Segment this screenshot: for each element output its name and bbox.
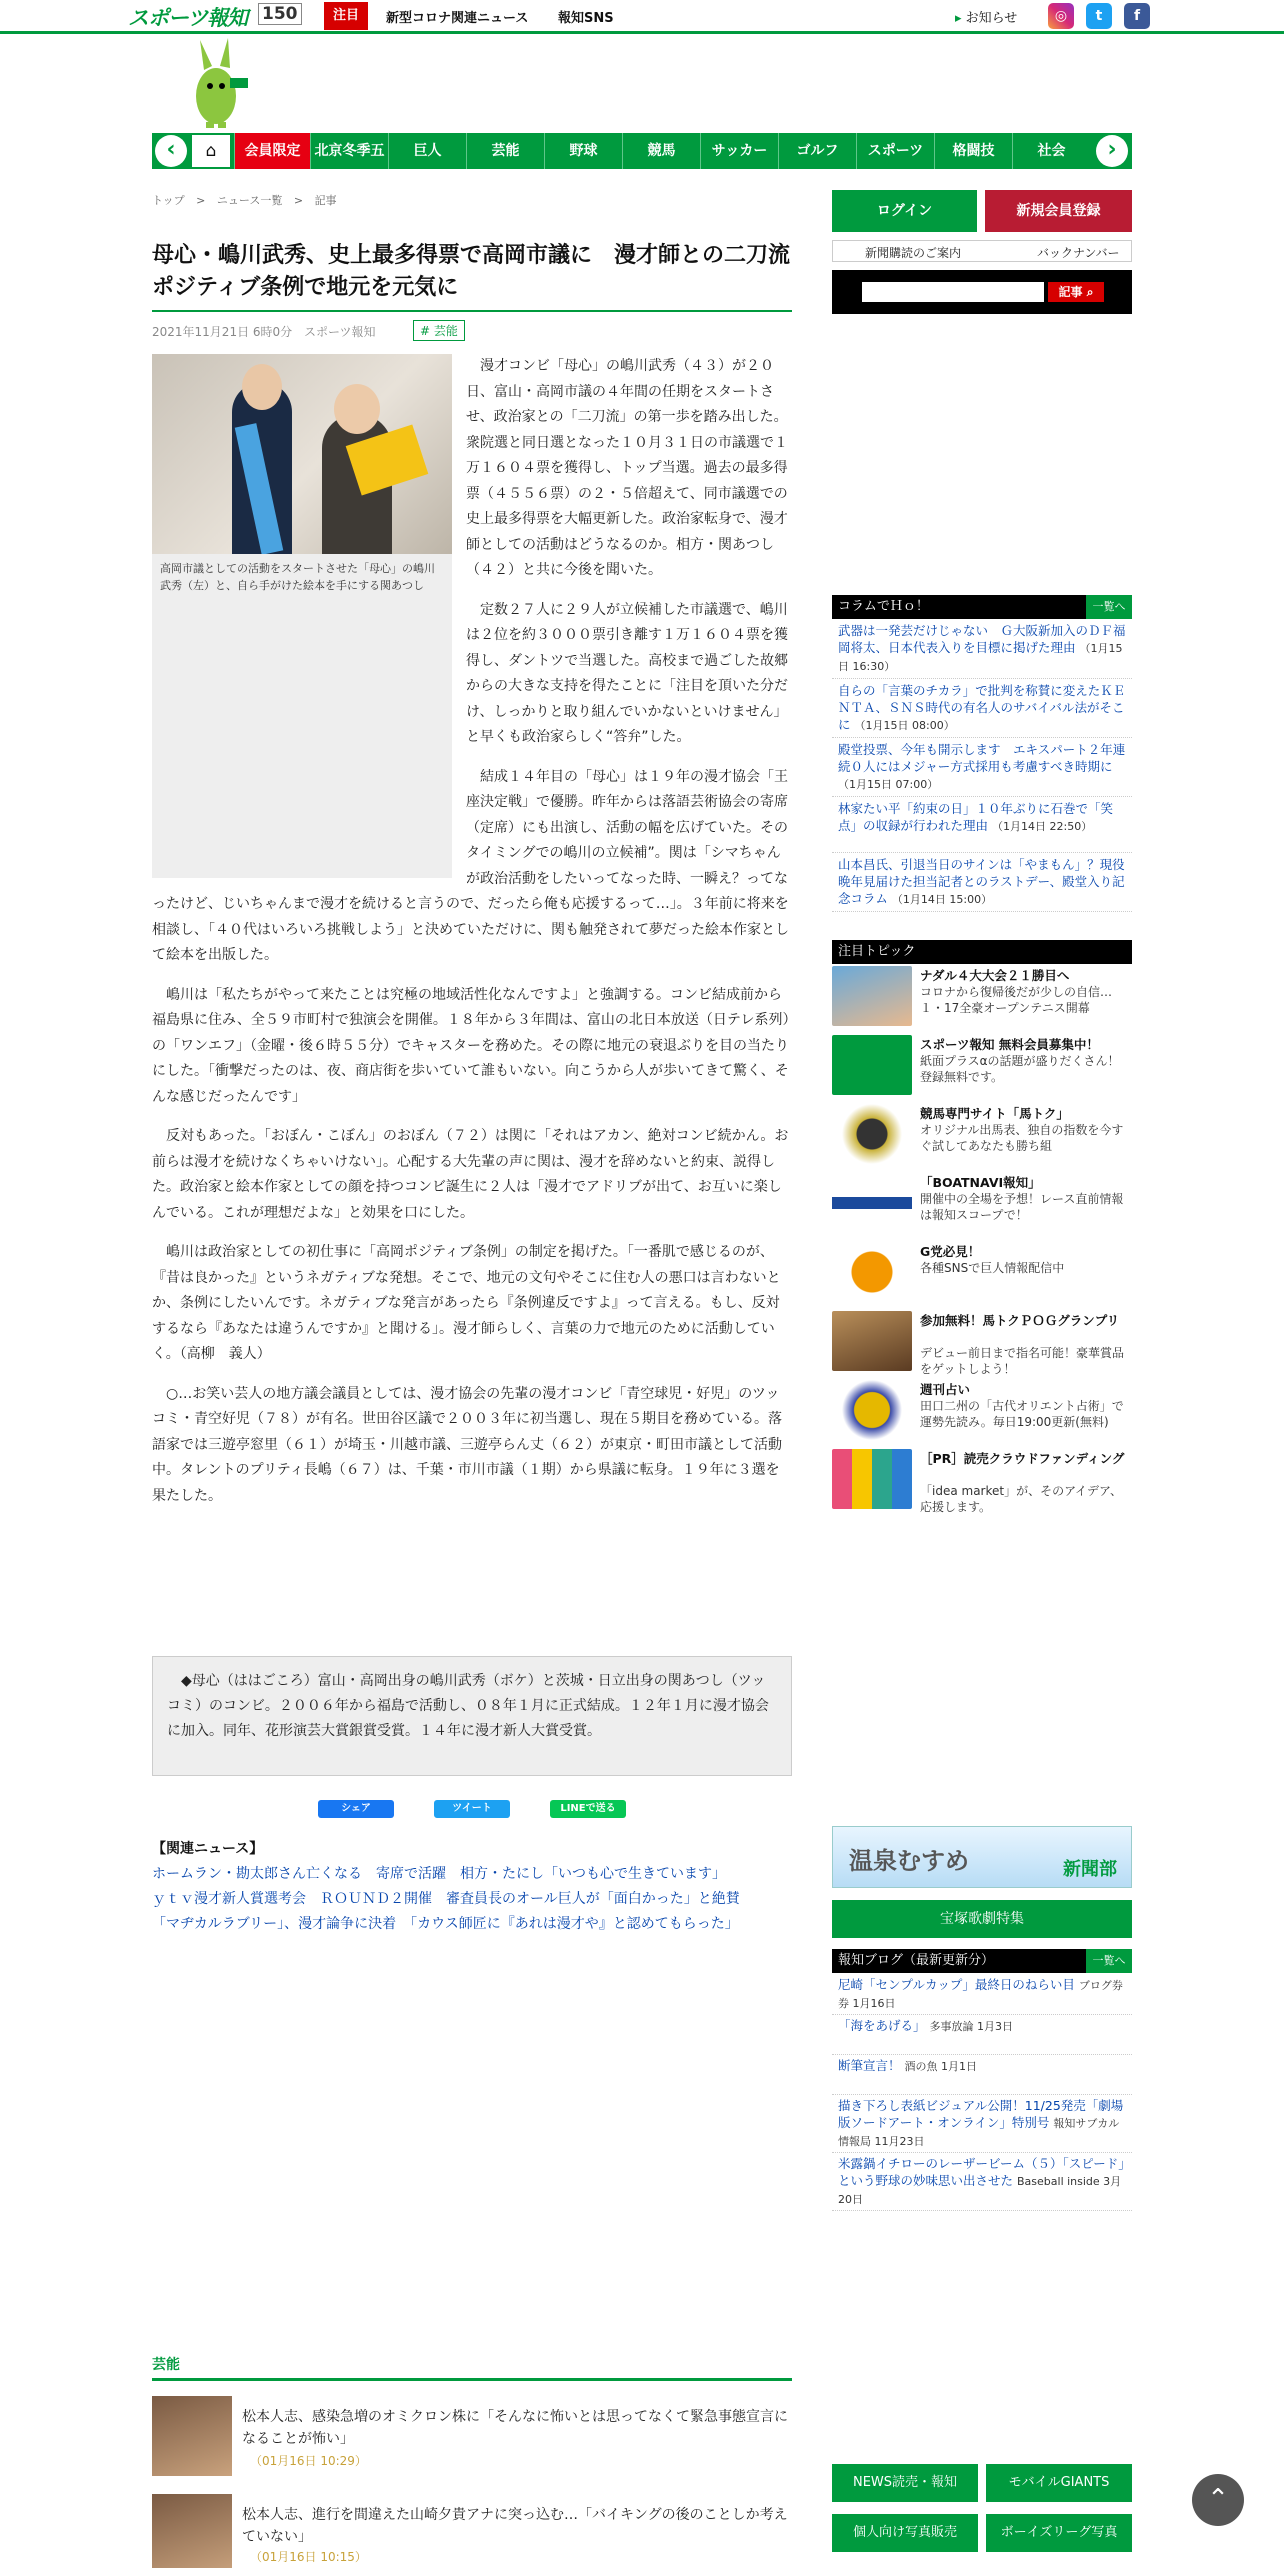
topic-title[interactable]: 参加無料！馬トクＰＯＧグランプリ (920, 1313, 1120, 1328)
nav-item-kakutougi[interactable]: 格闘技 (934, 133, 1012, 169)
related-news-link[interactable]: ｙｔｖ漫才新人賞選考会 ＲＯＵＮＤ２開催 審査員長のオール巨人が「面白かった」と絶賛 (152, 1891, 740, 1907)
list-item[interactable] (832, 797, 1132, 853)
search-input[interactable] (862, 282, 1044, 302)
onsen-musume-banner[interactable] (832, 1826, 1132, 1888)
onsen-banner-subtitle: 新聞部 (1063, 1859, 1117, 1880)
topic-item[interactable] (832, 1309, 1132, 1374)
top-bar (0, 0, 1284, 34)
column-time: （1月14日 15:00） (891, 893, 993, 906)
blog-source: 酒の魚 1月1日 (904, 2060, 977, 2073)
notice-link[interactable]: ▸ お知らせ (955, 7, 1017, 26)
boys-league-photo-button[interactable]: ボーイズリーグ写真 (986, 2514, 1132, 2552)
topic-desc: 「idea market」が、そのアイデア、応援します。 (920, 1484, 1123, 1514)
blog-source: Baseball inside 3月20日 (838, 2175, 1122, 2206)
topic-panel-head (832, 940, 1132, 964)
login-button[interactable]: ログイン (832, 190, 977, 232)
topic-item[interactable] (832, 1171, 1132, 1236)
nav-item-sports[interactable]: スポーツ (856, 133, 934, 169)
global-nav (152, 133, 1132, 195)
blog-link[interactable]: 描き下ろし表紙ビジュアル公開！11/25発売「劇場版ソードアート・オンライン」特別号 (838, 2098, 1124, 2130)
breadcrumb-sep: > (293, 194, 304, 207)
column-more-link[interactable]: 一覧へ (1086, 595, 1132, 619)
related-news-list (152, 1862, 792, 1937)
article-paragraph: 反対もあった。「おぼん・こぼん」のおぼん（７２）は関に「それはアカン、絶対コンビ続かん。お前らは漫才を続けなくちゃいけない」。心配する大先輩の声に関は、漫才を辞めないと約束、説得した。政治家と絵本作家としての顔を持つコンビ誕生に２人は「漫才でアドリブが出て、お互いに楽しんでいる。これが理想だよな」と効果を口にした。 (152, 1128, 789, 1221)
topic-item[interactable] (832, 1447, 1132, 1512)
list-item[interactable] (832, 679, 1132, 738)
column-list (832, 619, 1132, 912)
boatnavi-logo[interactable] (832, 1173, 912, 1233)
geinou-item[interactable] (152, 2396, 792, 2486)
column-link[interactable]: 林家たい平「約束の日」１０年ぶりに石巻で「笑点」の収録が行われた理由 (838, 801, 1114, 833)
topic-title[interactable]: スポーツ報知 無料会員募集中！ (920, 1037, 1099, 1052)
mobile-giants-button[interactable]: モバイルGIANTS (986, 2464, 1132, 2502)
geinou-time: （01月16日 10:15） (250, 2550, 367, 2564)
article-paragraph: 定数２７人に２９人が立候補した市議選で、嶋川は２位を約３０００票引き離す１万１６０４票を獲得し、ダントツで当選した。高校まで過ごした故郷からの大きな支持を得たことに「注目を頂いた分だけ、しっかりと取り組んでいかないといけません」と早くも政治家らしく“答弁”した。 (466, 601, 789, 745)
column-panel-title: コラムでＨｏ！ (838, 599, 929, 614)
home-icon[interactable]: ⌂ (192, 135, 230, 167)
article-date: 2021年11月21日 6時0分 (152, 325, 293, 339)
search-button[interactable] (1048, 282, 1104, 302)
giants-logo[interactable] (832, 1242, 912, 1302)
geinou-title[interactable]: 松本人志、進行を間違えた山崎夕貴アナに突っ込む…「バイキングの後のことしか考えていない」 (242, 2507, 788, 2545)
topic-item[interactable] (832, 1102, 1132, 1167)
sub-links (832, 240, 1132, 262)
scroll-top-icon[interactable]: ⌃ (1192, 2474, 1244, 2526)
nav-item-geinou[interactable]: 芸能 (466, 133, 544, 169)
search-box (832, 270, 1132, 314)
tennis-thumb[interactable] (832, 966, 912, 1026)
topic-desc: 田口二州の「古代オリエント占術」で運勢先読み。毎日19:00更新(無料) (920, 1399, 1124, 1429)
nav-item-member[interactable]: 会員限定 (234, 133, 310, 169)
onsen-banner-title: 温泉むすめ (849, 1846, 969, 1875)
register-button[interactable]: 新規会員登録 (985, 190, 1132, 232)
facebook-icon[interactable]: f (1124, 3, 1150, 29)
topic-desc: 紙面プラスαの話題が盛りだくさん！登録無料です。 (920, 1054, 1120, 1084)
blog-source: 報知サブカル情報局 11月23日 (838, 2117, 1120, 2148)
profile-box: ◆母心（ははごころ）富山・高岡出身の嶋川武秀（ボケ）と茨城・日立出身の関あつし（ツッコミ）のコンビ。２００６年から福島で活動し、０８年１月に正式結成。１２年１月に漫才協会に加入。同年、花形演芸大賞銀賞受賞。１４年に漫才新人大賞受賞。 (152, 1656, 792, 1776)
list-item[interactable] (832, 853, 1132, 912)
topic-title[interactable]: ［PR］読売クラウドファンディング (920, 1451, 1125, 1466)
nav-item-society[interactable]: 社会 (1012, 133, 1090, 169)
article-meta (152, 323, 376, 340)
blog-link[interactable]: 断筆宣言！ (838, 2058, 901, 2073)
column-link[interactable]: 自らの「言葉のチカラ」で批判を称賛に変えたＫＥＮＴＡ、ＳＮＳ時代の有名人のサバイバル法がそこに (838, 683, 1126, 732)
topic-item[interactable] (832, 1240, 1132, 1305)
nav-next-icon[interactable]: › (1096, 135, 1128, 167)
genre-tag[interactable]: # 芸能 (413, 320, 465, 341)
list-item[interactable] (832, 619, 1132, 679)
list-item[interactable] (832, 2015, 1132, 2055)
geinou-time: （01月16日 10:29） (250, 2454, 367, 2468)
article-paragraph: 嶋川は政治家としての初仕事に「高岡ポジティブ条例」の制定を掲げた。「一番肌で感じるのが、『昔は良かった』というネガティブな発想。そこで、地元の文句やそこに住む人の悪口は言わないとか、条例にしたいんです。ネガティブな発言があったら『条例違反ですよ』って言える。もし、反対するなら『あなたは違うんですか』と聞ける」。漫才師らしく、言葉の力で地元のために活動していく。（高柳 義人） (152, 1244, 781, 1362)
related-news-link[interactable]: 「マヂカルラブリー」、漫才論争に決着 「カウス師匠に『あれは漫才や』と認めてもらった」 (152, 1916, 739, 1932)
umatoku-logo[interactable] (832, 1104, 912, 1164)
search-button-label: 記事 (1058, 285, 1083, 299)
blog-list (832, 1974, 1132, 2211)
nav-item-golf[interactable]: ゴルフ (778, 133, 856, 169)
blog-link[interactable]: 尼崎「センプルカップ」最終日のねらい目 (838, 1977, 1075, 1992)
column-time: （1月15日 08:00） (854, 719, 955, 732)
topic-title[interactable]: ナダル４大大会２１勝目へ (920, 968, 1070, 983)
blog-more-link[interactable]: 一覧へ (1086, 1949, 1132, 1973)
column-panel-head (832, 595, 1132, 619)
tweet-button[interactable]: ツイート (434, 1800, 510, 1818)
article-body (152, 354, 792, 1523)
blog-link[interactable]: 「海をあげる」 (838, 2018, 926, 2033)
search-icon: ⌕ (1086, 285, 1094, 299)
blog-source: 多事放論 1月3日 (929, 2020, 1013, 2033)
photo-sales-button[interactable]: 個人向け写真販売 (832, 2514, 978, 2552)
related-news-title: 【関連ニュース】 (152, 1841, 264, 1857)
column-link[interactable]: 武器は一発芸だけじゃない Ｇ大阪新加入のＤＦ福岡将太、日本代表入りを目標に掲げた理由 (838, 623, 1126, 655)
topic-title[interactable]: 「BOATNAVI報知」 (920, 1175, 1041, 1190)
geinou-thumb[interactable] (152, 2494, 232, 2568)
list-item[interactable] (832, 738, 1132, 797)
nav-item-baseball[interactable]: 野球 (544, 133, 622, 169)
photo-caption: 高岡市議としての活動をスタートさせた「母心」の嶋川武秀（左）と、自ら手がけた絵本を手にする関あつし (160, 562, 435, 592)
list-item[interactable] (832, 2055, 1132, 2095)
breadcrumb-article: 記事 (314, 194, 337, 207)
corona-news-link[interactable]: 新型コロナ関連ニュース (386, 11, 529, 26)
topic-list (832, 964, 1132, 1516)
hochi-sns-link[interactable]: 報知SNS (558, 11, 614, 26)
anniversary-150-logo: 150 (258, 3, 302, 25)
takarazuka-button[interactable]: 宝塚歌劇特集 (832, 1900, 1132, 1938)
geinou-section-title[interactable]: 芸能 (152, 2354, 792, 2381)
article-paragraph: ○…お笑い芸人の地方議会議員としては、漫才協会の先輩の漫才コンビ「青空球児・好児」のツッコミ・青空好児（７８）が有名。世田谷区議で２００３年に初当選し、現在５期目を務めている。落語家では三遊亭窓里（６１）が埼玉・川越市議、三遊亭らん丈（６２）が東京・町田市議として活動中。タレントのプリティ長嶋（６７）は、千葉・市川市議（１期）から県議に転身。１９年に３選を果たした。 (152, 1385, 782, 1504)
column-link[interactable]: 殿堂投票、今年も開示します エキスパート２年連続０人にはメジャー方式採用も考慮すべき時期に (838, 742, 1126, 774)
breadcrumb-sep: > (196, 194, 206, 207)
topic-item[interactable] (832, 1378, 1132, 1443)
topic-desc: デビュー前日まで指名可能！豪華賞品をゲットしよう！ (920, 1346, 1125, 1376)
subscription-link[interactable]: 新聞購読のご案内 (865, 246, 962, 260)
breadcrumb (152, 192, 345, 208)
geinou-title[interactable]: 松本人志、感染急増のオミクロン株に「そんなに怖いとは思ってなくて緊急事態宣言になることが怖い」 (242, 2409, 788, 2447)
facebook-share-button[interactable]: シェア (318, 1800, 394, 1818)
article-paragraph: 嶋川は「私たちがやって来たことは究極の地域活性化なんですよ」と強調する。コンビ結成前から福島県に住み、全５９市町村で独演会を開催。１８年から３年間は、富山の北日本放送（日テレ系列）の「ワンエフ」（金曜・後６時５５分）でキャスターを務めた。その際に地元の衰退ぶりを目の当たりにした。「衝撃だったのは、夜、商店街を歩いていて誰もいない。向こうから人が歩いてきて驚く、そんな感じだったんです」 (152, 986, 790, 1105)
idea-market-logo[interactable] (832, 1449, 912, 1509)
list-item[interactable] (832, 1974, 1132, 2015)
blog-panel-head (832, 1949, 1132, 1973)
column-time: （1月14日 22:50） (992, 820, 1093, 833)
chumoku-badge: 注目 (324, 2, 368, 30)
instagram-icon[interactable]: ◎ (1048, 3, 1074, 29)
article-source: スポーツ報知 (304, 325, 376, 339)
article-paragraph: 漫才コンビ「母心」の嶋川武秀（４３）が２０日、富山・高岡市議の４年間の任期をスタートさせ、政治家との「二刀流」の第一歩を踏み出した。衆院選と同日選となった１０月３１日の市議選で１万１６０４票を獲得し、トップ当選。過去の最多得票（４５５６票）の２・５倍超えて、同市議選での史上最多得票を大幅更新した。政治家転身で、漫才師としての活動はどうなるのか。相方・関あつし（４２）と共に今後を聞いた。 (466, 358, 788, 578)
topic-panel-title: 注目トピック (838, 944, 916, 959)
topic-item[interactable] (832, 964, 1132, 1029)
article-title: 母心・嶋川武秀、史上最多得票で高岡市議に 漫才師との二刀流 ポジティブ条例で地元を元気に (152, 240, 792, 312)
list-item[interactable] (832, 2153, 1132, 2211)
topic-desc: 各種SNSで巨人情報配信中 (920, 1261, 1065, 1275)
column-time: （1月15日 16:30） (838, 642, 1123, 673)
nav-item-giants[interactable]: 巨人 (388, 133, 466, 169)
column-link[interactable]: 山本昌氏、引退当日のサインは「やまもん」？現役晩年見届けた担当記者とのラストデー、殿堂入り記念コラム (838, 857, 1125, 906)
nav-item-keiba[interactable]: 競馬 (622, 133, 700, 169)
mascot-icon (190, 38, 250, 128)
member-banner-thumb[interactable] (832, 1035, 912, 1095)
topic-item[interactable] (832, 1033, 1132, 1098)
blog-panel-title: 報知ブログ（最新更新分） (838, 1953, 995, 1968)
topic-title[interactable]: 週刊占い (920, 1382, 971, 1397)
blog-source: ブログ券券 1月16日 (838, 1979, 1123, 2010)
site-logo[interactable]: スポーツ報知 (128, 6, 248, 30)
geinou-thumb[interactable] (152, 2396, 232, 2476)
twitter-icon[interactable]: t (1086, 3, 1112, 29)
article-paragraph: 結成１４年目の「母心」は１９年の漫才協会「王座決定戦」で優勝。昨年からは落語芸術協会の寄席（定席）にも出演し、活動の幅を広げていた。そのタイミングでの嶋川の立候補”。関は「シマちゃんが政治活動をしたいってなった時、一瞬え？ってなったけど、じいちゃんまで漫才を続けると言うので、だったら俺も応援するって…」。３年前に将来を相談し、「４０代はいろいろ挑戦しよう」と決めていただけに、関も触発されて夢だった絵本作家として絵本を出版した。 (152, 768, 789, 963)
line-share-button[interactable]: LINEで送る (550, 1800, 626, 1818)
blog-link[interactable]: 米露鍋イチローのレーザービーム（５）「スピード」という野球の妙味思い出させた (838, 2156, 1125, 2188)
related-news-link[interactable]: ホームラン・勘太郎さん亡くなる 寄席で活躍 相方・たにし「いつも心で生きています」 (152, 1866, 726, 1882)
topic-title[interactable]: G党必見！ (920, 1244, 981, 1259)
topic-desc: オリジナル出馬表、独自の指数を今すぐ試してあなたも勝ち組 (920, 1123, 1124, 1153)
breadcrumb-news-list[interactable]: ニュース一覧 (216, 194, 283, 207)
nav-prev-icon[interactable]: ‹ (155, 135, 187, 167)
nav-item-soccer[interactable]: サッカー (700, 133, 778, 169)
nav-item-beijing[interactable]: 北京冬季五輪 (310, 133, 388, 169)
geinou-item[interactable] (152, 2494, 792, 2568)
backnumber-link[interactable]: バックナンバー (1037, 246, 1120, 260)
fortune-logo[interactable] (832, 1380, 912, 1440)
horse-thumb[interactable] (832, 1311, 912, 1371)
list-item[interactable] (832, 2095, 1132, 2153)
column-time: （1月15日 07:00） (838, 778, 939, 791)
breadcrumb-top[interactable]: トップ (152, 194, 185, 207)
topic-desc: コロナから復帰後だが少しの自信…１・17全豪オープンテニス開幕 (920, 985, 1113, 1015)
topic-desc: 開催中の全場を予想！レース直前情報は報知スコープで！ (920, 1192, 1124, 1222)
topic-title[interactable]: 競馬専門サイト「馬トク」 (920, 1106, 1069, 1121)
news-yomiuri-button[interactable]: NEWS読売・報知 (832, 2464, 978, 2502)
